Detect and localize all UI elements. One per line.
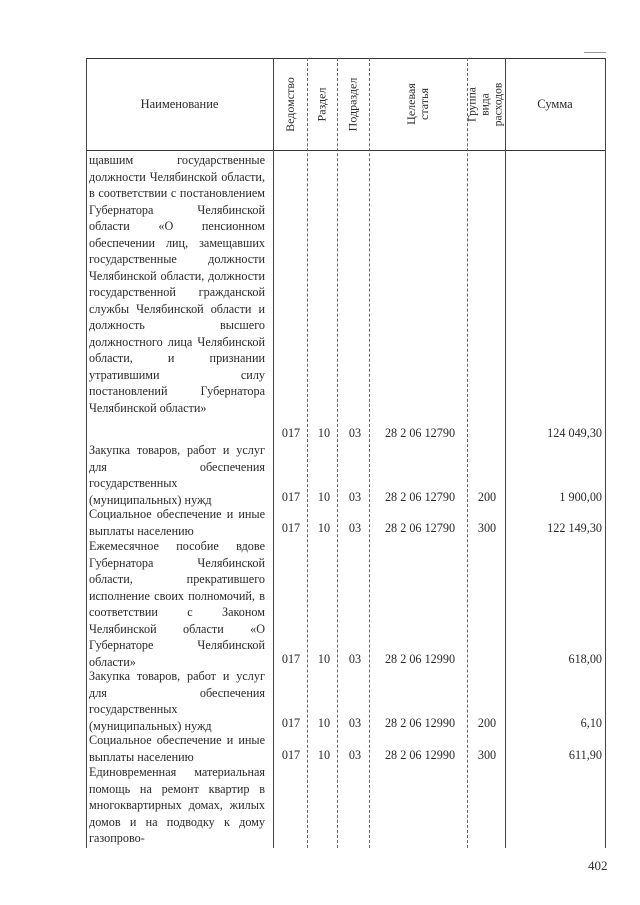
header-summa [505,58,605,150]
cell-summa: 618,00 [568,652,602,666]
cell-summa: 124 049,30 [547,426,602,440]
header-podrazdel [337,58,369,150]
cell-summa: 1 900,00 [559,490,602,504]
header-gruppa-label: Группа вида расходов [466,82,505,126]
cell-celevaya-statya: 28 2 06 12790 [384,521,456,535]
header-name-label: Наименование [140,96,219,111]
table-row-name: Социальное обеспечение и иные выплаты населению [89,507,265,538]
cell-vedomstvo: 017 [281,521,301,535]
cell-podrazdel: 03 [348,748,362,762]
column-divider [337,58,338,848]
cell-summa: 611,90 [568,748,602,762]
cell-vedomstvo: 017 [281,716,301,730]
column-divider [307,58,308,848]
cell-razdel: 10 [317,521,331,535]
header-vedomstvo-label: Ведомство [282,76,297,132]
cell-razdel: 10 [317,716,331,730]
cell-razdel: 10 [317,490,331,504]
cell-summa: 6,10 [580,716,602,730]
page-number: 402 [588,858,608,873]
header-name [86,58,273,150]
header-gruppa [467,58,505,150]
scan-mark [584,52,606,53]
cell-podrazdel: 03 [348,521,362,535]
cell-vedomstvo: 017 [281,748,301,762]
cell-vedomstvo: 017 [281,652,301,666]
table-row-name: Единовременная материальная помощь на ремонт квартир в многоквартирных домах, жилых домов и на подводку к дому газопрово- [89,765,265,845]
cell-celevaya-statya: 28 2 06 12990 [384,652,456,666]
header-podrazdel-label: Подраздел [345,77,360,131]
table-row-name: Социальное обеспечение и иные выплаты населению [89,733,265,764]
table-row-name: Закупка товаров, работ и услуг для обеспечения государственных (муниципальных) нужд [89,669,265,733]
table-header-border [86,150,606,151]
cell-celevaya-statya: 28 2 06 12790 [384,490,456,504]
table-right-border [605,58,606,848]
table-row-name: Ежемесячное пособие вдове Губернатора Челябинской области, прекратившего исполнение своих полномочий, в соответствии с Законом Челябинской области «О Губернаторе Челябинской области» [89,539,265,669]
cell-razdel: 10 [317,652,331,666]
cell-podrazdel: 03 [348,716,362,730]
cell-podrazdel: 03 [348,652,362,666]
cell-gruppa: 200 [477,716,497,730]
header-razdel [307,58,337,150]
cell-celevaya-statya: 28 2 06 12790 [384,426,456,440]
cell-podrazdel: 03 [348,426,362,440]
cell-gruppa: 300 [477,748,497,762]
cell-podrazdel: 03 [348,490,362,504]
cell-summa: 122 149,30 [547,521,602,535]
column-divider [369,58,370,848]
cell-celevaya-statya: 28 2 06 12990 [384,716,456,730]
cell-gruppa: 200 [477,490,497,504]
cell-vedomstvo: 017 [281,490,301,504]
cell-razdel: 10 [317,748,331,762]
column-divider [273,58,274,848]
header-vedomstvo [273,58,307,150]
table-left-border [86,58,87,848]
table-row-name: щавшим государственные должности Челябинской области, в соответствии с постановлением Губернатора Челябинской области «О пенсионном обеспечении лиц, замещавших государственные должности Челябинской области, должности государственной гражданской службы Челябинской области и должность высшего должностного лица Челябинской области, и признании утратившими силу постановлений Губернатора Челябинской области» [89,153,265,415]
header-razdel-label: Раздел [314,87,329,121]
cell-celevaya-statya: 28 2 06 12990 [384,748,456,762]
cell-razdel: 10 [317,426,331,440]
cell-gruppa: 300 [477,521,497,535]
table-row-name: Закупка товаров, работ и услуг для обеспечения государственных (муниципальных) нужд [89,443,265,507]
header-celevaya-statya-label: Целевая статья [404,83,431,125]
header-celevaya-statya [369,58,467,150]
cell-vedomstvo: 017 [281,426,301,440]
header-summa-label: Сумма [537,96,573,111]
